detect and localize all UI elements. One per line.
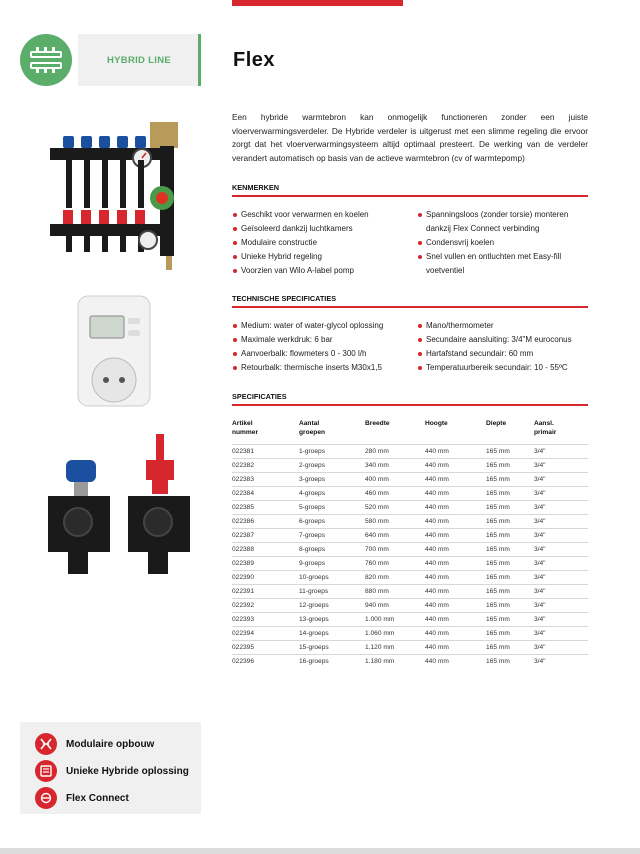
hybrid-unit-icon (35, 760, 57, 782)
cell-artikel: 022390 (232, 574, 255, 581)
cell-hoogte: 440 mm (425, 644, 449, 651)
cell-breedte: 880 mm (365, 588, 389, 595)
cell-aansl: 3/4" (534, 462, 546, 469)
list-item: Geïsoleerd dankzij luchtkamers (232, 222, 412, 236)
cell-groepen: 7-groeps (299, 532, 326, 539)
header-hoogte: Hoogte (425, 420, 448, 427)
cell-diepte: 165 mm (486, 560, 510, 567)
cell-breedte: 1.120 mm (365, 644, 395, 651)
list-item: Condensvrij koelen (417, 236, 592, 250)
cell-breedte: 820 mm (365, 574, 389, 581)
header-artikel: Artikel nummer (232, 420, 259, 436)
list-item: Voorzien van Wilo A-label pomp (232, 264, 412, 278)
cell-groepen: 15-groeps (299, 644, 329, 651)
cell-artikel: 022395 (232, 644, 255, 651)
feature-label: Unieke Hybride oplossing (66, 765, 189, 777)
table-row (232, 654, 588, 668)
cell-groepen: 11-groeps (299, 588, 329, 595)
table-row (232, 500, 588, 514)
cell-aansl: 3/4" (534, 644, 546, 651)
cell-hoogte: 440 mm (425, 490, 449, 497)
feature-label: Modulaire opbouw (66, 738, 155, 750)
cell-artikel: 022386 (232, 518, 255, 525)
cell-aansl: 3/4" (534, 616, 546, 623)
cell-artikel: 022391 (232, 588, 255, 595)
cell-hoogte: 440 mm (425, 504, 449, 511)
cell-breedte: 700 mm (365, 546, 389, 553)
table-row (232, 570, 588, 584)
table-row (232, 472, 588, 486)
list-item: Geschikt voor verwarmen en koelen (232, 208, 412, 222)
list-item: Secundaire aansluiting: 3/4"M euroconus (417, 333, 597, 347)
list-item: Hartafstand secundair: 60 mm (417, 347, 597, 361)
cell-aansl: 3/4" (534, 588, 546, 595)
cell-aansl: 3/4" (534, 574, 546, 581)
cell-artikel: 022388 (232, 546, 255, 553)
modular-icon (35, 733, 57, 755)
feature-modulaire (35, 733, 154, 755)
flex-connect-icon (35, 787, 57, 809)
table-row (232, 542, 588, 556)
cell-groepen: 4-groeps (299, 490, 326, 497)
cell-artikel: 022382 (232, 462, 255, 469)
cell-diepte: 165 mm (486, 602, 510, 609)
cell-artikel: 022392 (232, 602, 255, 609)
cell-hoogte: 440 mm (425, 448, 449, 455)
manifold-product-image (38, 106, 198, 276)
cell-diepte: 165 mm (486, 588, 510, 595)
cell-breedte: 580 mm (365, 518, 389, 525)
technische-list-left (232, 319, 416, 375)
cell-breedte: 1.060 mm (365, 630, 395, 637)
cell-diepte: 165 mm (486, 532, 510, 539)
cell-breedte: 280 mm (365, 448, 389, 455)
cell-diepte: 165 mm (486, 490, 510, 497)
table-row (232, 626, 588, 640)
table-row (232, 556, 588, 570)
cell-breedte: 460 mm (365, 490, 389, 497)
cell-hoogte: 440 mm (425, 476, 449, 483)
kenmerken-list-right (417, 208, 592, 278)
list-item: Retourbalk: thermische inserts M30x1,5 (232, 361, 416, 375)
cell-aansl: 3/4" (534, 602, 546, 609)
intro-paragraph: Een hybride warmtebron kan onmogelijk functioneren zonder een juiste vloerverwarmingsverdeler. De Hybride verdeler is uitgerust met een slimme regeling die ervoor zorgt dat het vloerverwarmingsysteem altijd optimaal presteert. De werking van de verdeler verandert automatisch op basis van de actieve warmtebron (cv of warmtepomp) (232, 112, 588, 163)
cell-groepen: 12-groeps (299, 602, 329, 609)
cell-groepen: 13-groeps (299, 616, 329, 623)
cell-groepen: 16-groeps (299, 658, 329, 665)
cell-hoogte: 440 mm (425, 658, 449, 665)
features-panel (20, 722, 201, 814)
cell-breedte: 640 mm (365, 532, 389, 539)
cell-groepen: 8-groeps (299, 546, 326, 553)
table-row (232, 640, 588, 654)
specificaties-heading: SPECIFICATIES (232, 392, 287, 401)
cell-aansl: 3/4" (534, 546, 546, 553)
list-item: Temperatuurbereik secundair: 10 - 55ºC (417, 361, 597, 375)
header-breedte: Breedte (365, 420, 390, 427)
table-row (232, 598, 588, 612)
top-accent-bar (232, 0, 403, 6)
cell-groepen: 10-groeps (299, 574, 329, 581)
cell-aansl: 3/4" (534, 504, 546, 511)
cell-aansl: 3/4" (534, 448, 546, 455)
list-item: Unieke Hybrid regeling (232, 250, 412, 264)
header-diepte: Diepte (486, 420, 507, 427)
cell-breedte: 1.000 mm (365, 616, 395, 623)
kenmerken-rule (232, 195, 588, 197)
table-row (232, 528, 588, 542)
cell-hoogte: 440 mm (425, 532, 449, 539)
cell-diepte: 165 mm (486, 630, 510, 637)
thermostat-product-image (70, 288, 160, 413)
cell-hoogte: 440 mm (425, 462, 449, 469)
cell-artikel: 022385 (232, 504, 255, 511)
cell-aansl: 3/4" (534, 630, 546, 637)
cell-hoogte: 440 mm (425, 588, 449, 595)
cell-aansl: 3/4" (534, 476, 546, 483)
cell-artikel: 022389 (232, 560, 255, 567)
table-header (232, 417, 588, 444)
kenmerken-list-left (232, 208, 412, 278)
cell-diepte: 165 mm (486, 462, 510, 469)
cell-diepte: 165 mm (486, 448, 510, 455)
cell-artikel: 022396 (232, 658, 255, 665)
table-row (232, 444, 588, 458)
cell-aansl: 3/4" (534, 518, 546, 525)
cell-breedte: 940 mm (365, 602, 389, 609)
cell-groepen: 3-groeps (299, 476, 326, 483)
cell-artikel: 022383 (232, 476, 255, 483)
cell-hoogte: 440 mm (425, 574, 449, 581)
cell-hoogte: 440 mm (425, 602, 449, 609)
list-item: Medium: water of water-glycol oplossing (232, 319, 416, 333)
cell-diepte: 165 mm (486, 518, 510, 525)
technische-rule (232, 306, 588, 308)
cell-artikel: 022384 (232, 490, 255, 497)
bottom-divider (0, 848, 640, 854)
cell-diepte: 165 mm (486, 476, 510, 483)
badge-divider (198, 34, 201, 86)
cell-groepen: 14-groeps (299, 630, 329, 637)
technische-list-right (417, 319, 597, 375)
table-row (232, 486, 588, 500)
cell-hoogte: 440 mm (425, 518, 449, 525)
hybrid-line-badge (20, 34, 200, 86)
table-row (232, 612, 588, 626)
header-aantal: Aantal groepen (299, 420, 326, 436)
cell-diepte: 165 mm (486, 644, 510, 651)
list-item: Modulaire constructie (232, 236, 412, 250)
cell-breedte: 1.180 mm (365, 658, 395, 665)
specificaties-rule (232, 404, 588, 406)
cell-artikel: 022387 (232, 532, 255, 539)
table-row (232, 458, 588, 472)
table-row (232, 584, 588, 598)
feature-flex-connect (35, 787, 129, 809)
list-item: Spanningsloos (zonder torsie) monteren dankzij Flex Connect verbinding (417, 208, 592, 236)
cell-groepen: 6-groeps (299, 518, 326, 525)
list-item: Snel vullen en ontluchten met Easy-fill voetventiel (417, 250, 592, 278)
cell-hoogte: 440 mm (425, 560, 449, 567)
cell-breedte: 520 mm (365, 504, 389, 511)
cell-artikel: 022381 (232, 448, 255, 455)
feature-hybride (35, 760, 189, 782)
cell-diepte: 165 mm (486, 616, 510, 623)
cell-groepen: 2-groeps (299, 462, 326, 469)
kenmerken-heading: KENMERKEN (232, 183, 280, 192)
list-item: Mano/thermometer (417, 319, 597, 333)
cell-aansl: 3/4" (534, 532, 546, 539)
table-body (232, 444, 588, 668)
cell-diepte: 165 mm (486, 658, 510, 665)
cell-groepen: 1-groeps (299, 448, 326, 455)
cell-aansl: 3/4" (534, 658, 546, 665)
technische-heading: TECHNISCHE SPECIFICATIES (232, 294, 337, 303)
valve-product-image (38, 430, 203, 585)
cell-hoogte: 440 mm (425, 546, 449, 553)
cell-hoogte: 440 mm (425, 630, 449, 637)
cell-diepte: 165 mm (486, 504, 510, 511)
cell-diepte: 165 mm (486, 546, 510, 553)
cell-groepen: 5-groeps (299, 504, 326, 511)
cell-breedte: 340 mm (365, 462, 389, 469)
table-row (232, 514, 588, 528)
cell-breedte: 400 mm (365, 476, 389, 483)
spec-table (232, 417, 588, 668)
list-item: Maximale werkdruk: 6 bar (232, 333, 416, 347)
cell-aansl: 3/4" (534, 490, 546, 497)
list-item: Aanvoerbalk: flowmeters 0 - 300 l/h (232, 347, 416, 361)
cell-diepte: 165 mm (486, 574, 510, 581)
cell-artikel: 022394 (232, 630, 255, 637)
cell-aansl: 3/4" (534, 560, 546, 567)
cell-hoogte: 440 mm (425, 616, 449, 623)
page-title: Flex (233, 49, 276, 71)
hybrid-line-label: HYBRID LINE (78, 34, 200, 86)
cell-artikel: 022393 (232, 616, 255, 623)
cell-breedte: 760 mm (365, 560, 389, 567)
cell-groepen: 9-groeps (299, 560, 326, 567)
feature-label: Flex Connect (66, 792, 129, 804)
manifold-icon (20, 34, 72, 86)
header-aansl: Aansl. primair (534, 420, 557, 436)
